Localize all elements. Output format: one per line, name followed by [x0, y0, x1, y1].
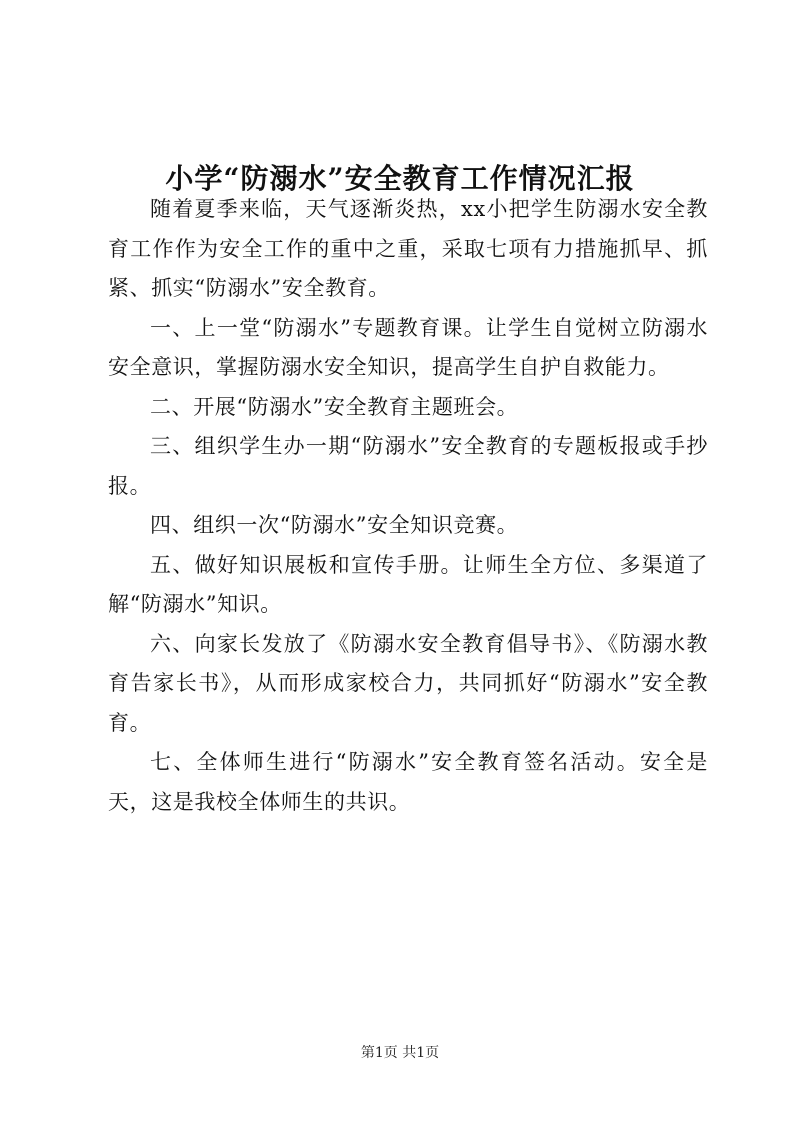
- paragraph-measure-4: 四、组织一次“防溺水”安全知识竞赛。: [150, 513, 519, 537]
- paragraph-measure-3: 三、组织学生办一期“防溺水”安全教育的专题板报或手抄报。: [108, 434, 708, 498]
- paragraph-measure-7: 七、全体师生进行“防溺水”安全教育签名活动。安全是天，这是我校全体师生的共识。: [108, 750, 708, 814]
- document-title: 小学“防溺水”安全教育工作情况汇报: [165, 161, 635, 195]
- paragraph-measure-2: 二、开展“防溺水”安全教育主题班会。: [150, 394, 519, 419]
- paragraph-measure-1: 一、上一堂“防溺水”专题教育课。让学生自觉树立防溺水安全意识，掌握防溺水安全知识，提高学生自护自救能力。: [108, 315, 708, 379]
- page-footer: 第1页 共1页: [360, 1045, 440, 1061]
- document-body: [108, 190, 708, 822]
- paragraph-measure-6: 六、向家长发放了《防溺水安全教育倡导书》、《防溺水教育告家长书》，从而形成家校合力，共同抓好“防溺水”安全教育。: [108, 631, 708, 735]
- paragraph-intro: 随着夏季来临，天气逐渐炎热，xx小把学生防溺水安全教育工作作为安全工作的重中之重，采取七项有力措施抓早、抓紧、抓实“防溺水”安全教育。: [108, 197, 708, 300]
- paragraph-measure-5: 五、做好知识展板和宣传手册。让师生全方位、多渠道了解“防溺水”知识。: [108, 552, 708, 616]
